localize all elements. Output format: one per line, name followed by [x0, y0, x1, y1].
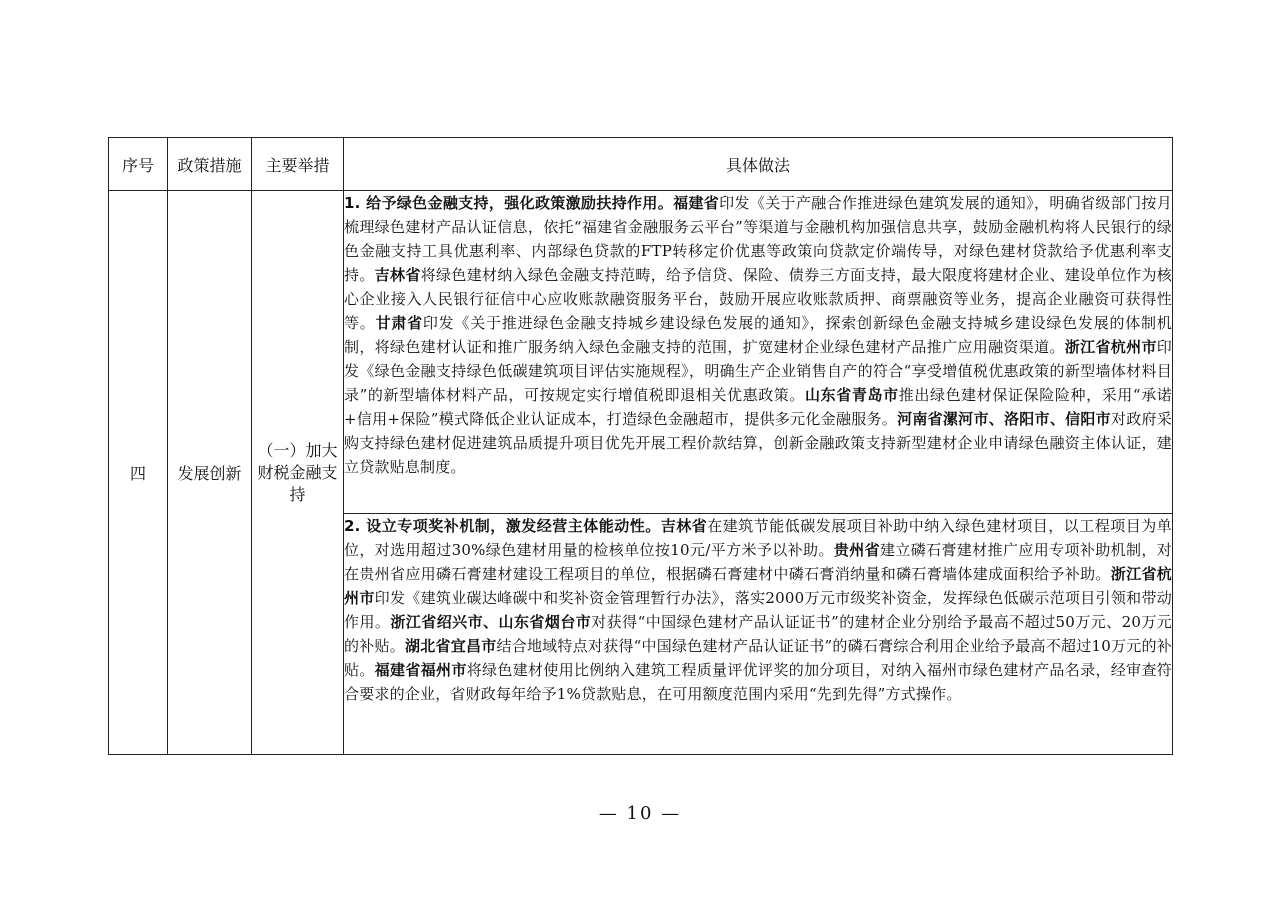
bold-text-run: 河南省漯河市、洛阳市、信阳市 — [897, 410, 1111, 428]
header-policy-measure: 政策措施 — [168, 138, 252, 191]
header-serial-number: 序号 — [109, 138, 168, 191]
text-run: 将绿色建材使用比例纳入建筑工程质量评优评奖的加分项目，对纳入福州市绿色建材产品名录，经审查符合要求的企业，省财政每年给予1%贷款贴息，在可用额度范围内采用“先到先得”方式操作。 — [344, 661, 1172, 703]
header-specific-practice: 具体做法 — [344, 138, 1173, 191]
bold-text-run: 吉林省 — [374, 266, 421, 284]
text-run: 在建筑节能低碳发展项目补助中纳入绿色建材项目，以工程项目为单位，对选用超过30%绿色建材用量的检核单位按10元/平方米予以补助。 — [344, 517, 1172, 559]
page-number: — 10 — — [598, 803, 682, 824]
text-run: 对政府采购支持绿色建材促进建筑品质提升项目优先开展工程价款结算，创新金融政策支持新型建材企业申请绿色融资主体认证，建立贷款贴息制度。 — [344, 410, 1172, 476]
table-row — [109, 191, 1173, 514]
text-run: 推出绿色建材保证保险险种，采用“承诺+信用+保险”模式降低企业认证成本，打造绿色金融超市，提供多元化金融服务。 — [344, 386, 1173, 428]
bold-text-run: 浙江省杭州市 — [1064, 338, 1157, 356]
text-run: 结合地域特点对获得“中国绿色建材产品认证证书”的磷石膏综合利用企业给予最高不超过10万元的补贴。 — [344, 637, 1172, 679]
bold-text-run: 吉林省 — [660, 517, 708, 535]
bold-text-run: 福建省 — [673, 194, 720, 212]
bold-text-run: 贵州省 — [833, 541, 880, 559]
header-main-measure: 主要举措 — [252, 138, 344, 191]
policy-table — [108, 137, 1173, 755]
bold-text-run: 山东省青岛市 — [805, 386, 899, 404]
bold-text-run: 2. 设立专项奖补机制，激发经营主体能动性。 — [344, 517, 661, 535]
text-run: 印发《绿色金融支持绿色低碳建筑项目评估实施规程》，明确生产企业销售自产的符合“享受增值税优惠政策的新型墙体材料目录”的新型墙体材料产品，可按规定实行增值税即退相关优惠政策。 — [344, 338, 1172, 404]
bold-text-run: 浙江省绍兴市、山东省烟台市 — [390, 613, 592, 631]
text-run: 将绿色建材纳入绿色金融支持范畴，给予信贷、保险、债券三方面支持，最大限度将建材企业、建设单位作为核心企业接入人民银行征信中心应收账款融资服务平台，鼓励开展应收账款质押、商票融资等业务，提高企业融资可获得性等。 — [344, 266, 1172, 332]
table-header-row — [109, 138, 1173, 191]
text-run: 印发《建筑业碳达峰碳中和奖补资金管理暂行办法》，落实2000万元市级奖补资金，发挥绿色低碳示范项目引领和带动作用。 — [344, 589, 1172, 631]
cell-detail-green-finance — [344, 191, 1173, 514]
bold-text-run: 福建省福州市 — [374, 661, 467, 679]
cell-main-measure: （一）加大财税金融支持 — [252, 191, 344, 755]
bold-text-run: 湖北省宜昌市 — [404, 637, 497, 655]
cell-policy-measure: 发展创新 — [168, 191, 252, 755]
bold-text-run: 浙江省杭州市 — [344, 565, 1172, 607]
text-run: 对获得“中国绿色建材产品认证证书”的建材企业分别给予最高不超过50万元、20万元的补贴。 — [344, 613, 1172, 655]
bold-text-run: 甘肃省 — [375, 314, 423, 332]
cell-detail-subsidy-mechanism — [344, 514, 1173, 755]
text-run: 印发《关于产融合作推进绿色建筑发展的通知》，明确省级部门按月梳理绿色建材产品认证信息，依托“福建省金融服务云平台”等渠道与金融机构加强信息共享，鼓励金融机构将人民银行的绿色金融支持工具优惠利率、内部绿色贷款的FTP转移定价优惠等政策向贷款定价端传导，对绿色建材贷款给予优惠利率支持。 — [344, 194, 1172, 284]
text-run: 建立磷石膏建材推广应用专项补助机制，对在贵州省应用磷石膏建材建设工程项目的单位，根据磷石膏建材中磷石膏消纳量和磷石膏墙体建成面积给予补助。 — [344, 541, 1172, 583]
bold-text-run: 1. 给予绿色金融支持，强化政策激励扶持作用。 — [344, 194, 674, 212]
cell-serial-number: 四 — [109, 191, 168, 755]
text-run: 印发《关于推进绿色金融支持城乡建设绿色发展的通知》，探索创新绿色金融支持城乡建设绿色发展的体制机制，将绿色建材认证和推广服务纳入绿色金融支持的范围，扩宽建材企业绿色建材产品推广应用融资渠道。 — [344, 314, 1172, 356]
